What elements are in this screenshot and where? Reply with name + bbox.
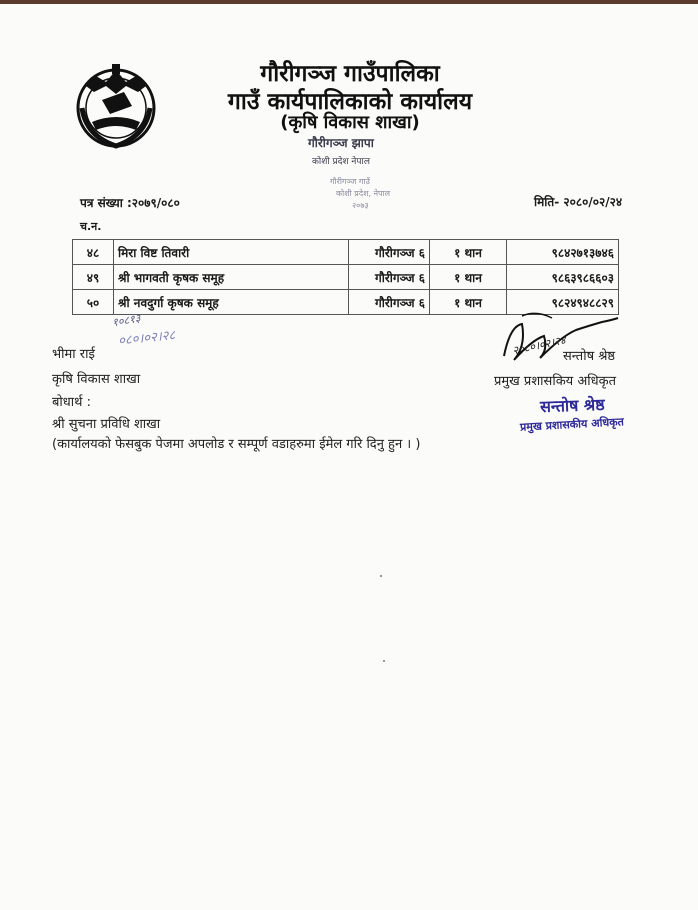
row-name: मिरा विष्ट तिवारी xyxy=(114,240,349,265)
row-serial: ४९ xyxy=(73,265,114,290)
row-quantity: १ थान xyxy=(430,265,507,290)
row-name: श्री नवदुर्गा कृषक समूह xyxy=(114,290,349,315)
handwritten-number: १०८१३ xyxy=(111,311,142,330)
row-place: गौरीगञ्ज ६ xyxy=(349,240,430,265)
section-name: (कृषि विकास शाखा) xyxy=(280,112,420,133)
recipient-name: भीमा राई xyxy=(52,347,95,362)
faint-stamp-2: कोशी प्रदेश, नेपाल xyxy=(336,189,391,198)
cc-note: (कार्यालयको फेसबुक पेजमा अपलोड र सम्पूर्ण वडाहरुमा ईमेल गरि दिनु हुन । ) xyxy=(52,437,421,452)
cc-department: श्री सुचना प्रविधि शाखा xyxy=(52,417,161,432)
speck xyxy=(380,575,382,577)
row-phone: ९८६३९८६६०३ xyxy=(507,265,619,290)
office-name: गाउँ कार्यपालिकाको कार्यालय xyxy=(227,89,473,115)
row-quantity: १ थान xyxy=(430,240,507,265)
table-row xyxy=(73,240,619,265)
top-edge xyxy=(0,0,698,4)
recipient-department: कृषि विकास शाखा xyxy=(52,372,141,387)
faint-stamp-1: गौरीगञ्ज गाउँ xyxy=(330,177,370,186)
row-serial: ५० xyxy=(73,290,114,315)
title-stamp: प्रमुख प्रशासकीय अधिकृत xyxy=(519,415,625,434)
row-place: गौरीगञ्ज ६ xyxy=(349,290,430,315)
name-stamp: सन्तोष श्रेष्ठ xyxy=(539,394,605,417)
handwritten-date: ०८०।०२।२८ xyxy=(117,328,176,349)
dispatch-number: च.न. xyxy=(80,220,102,233)
row-phone: ९८२४९४८८२९ xyxy=(507,290,619,315)
row-quantity: १ थान xyxy=(430,290,507,315)
emblem-icon xyxy=(66,56,166,156)
recipient-table xyxy=(72,239,619,315)
letter-date: मिति- २०८०/०२/२४ xyxy=(534,195,623,209)
signatory-name: सन्तोष श्रेष्ठ xyxy=(563,349,616,364)
stamp-line-1: गौरीगञ्ज झापा xyxy=(308,136,374,150)
row-name: श्री भागवती कृषक समूह xyxy=(114,265,349,290)
faint-stamp-3: २०७३ xyxy=(352,201,369,210)
stamp-line-2: कोशी प्रदेश नेपाल xyxy=(312,157,370,167)
reference-number: पत्र संख्या :२०७९/०८० xyxy=(80,196,180,210)
row-phone: ९८४२७१३७४६ xyxy=(507,240,619,265)
cc-label: बोधार्थ : xyxy=(52,395,91,410)
row-serial: ४८ xyxy=(73,240,114,265)
speck xyxy=(383,660,385,662)
signatory-title: प्रमुख प्रशासकिय अधिकृत xyxy=(494,374,617,389)
org-name: गौरीगञ्ज गाउँपालिका xyxy=(260,61,440,87)
signature-date: २०८०।०२।२४ xyxy=(511,333,567,358)
row-place: गौरीगञ्ज ६ xyxy=(349,265,430,290)
table-row xyxy=(73,265,619,290)
